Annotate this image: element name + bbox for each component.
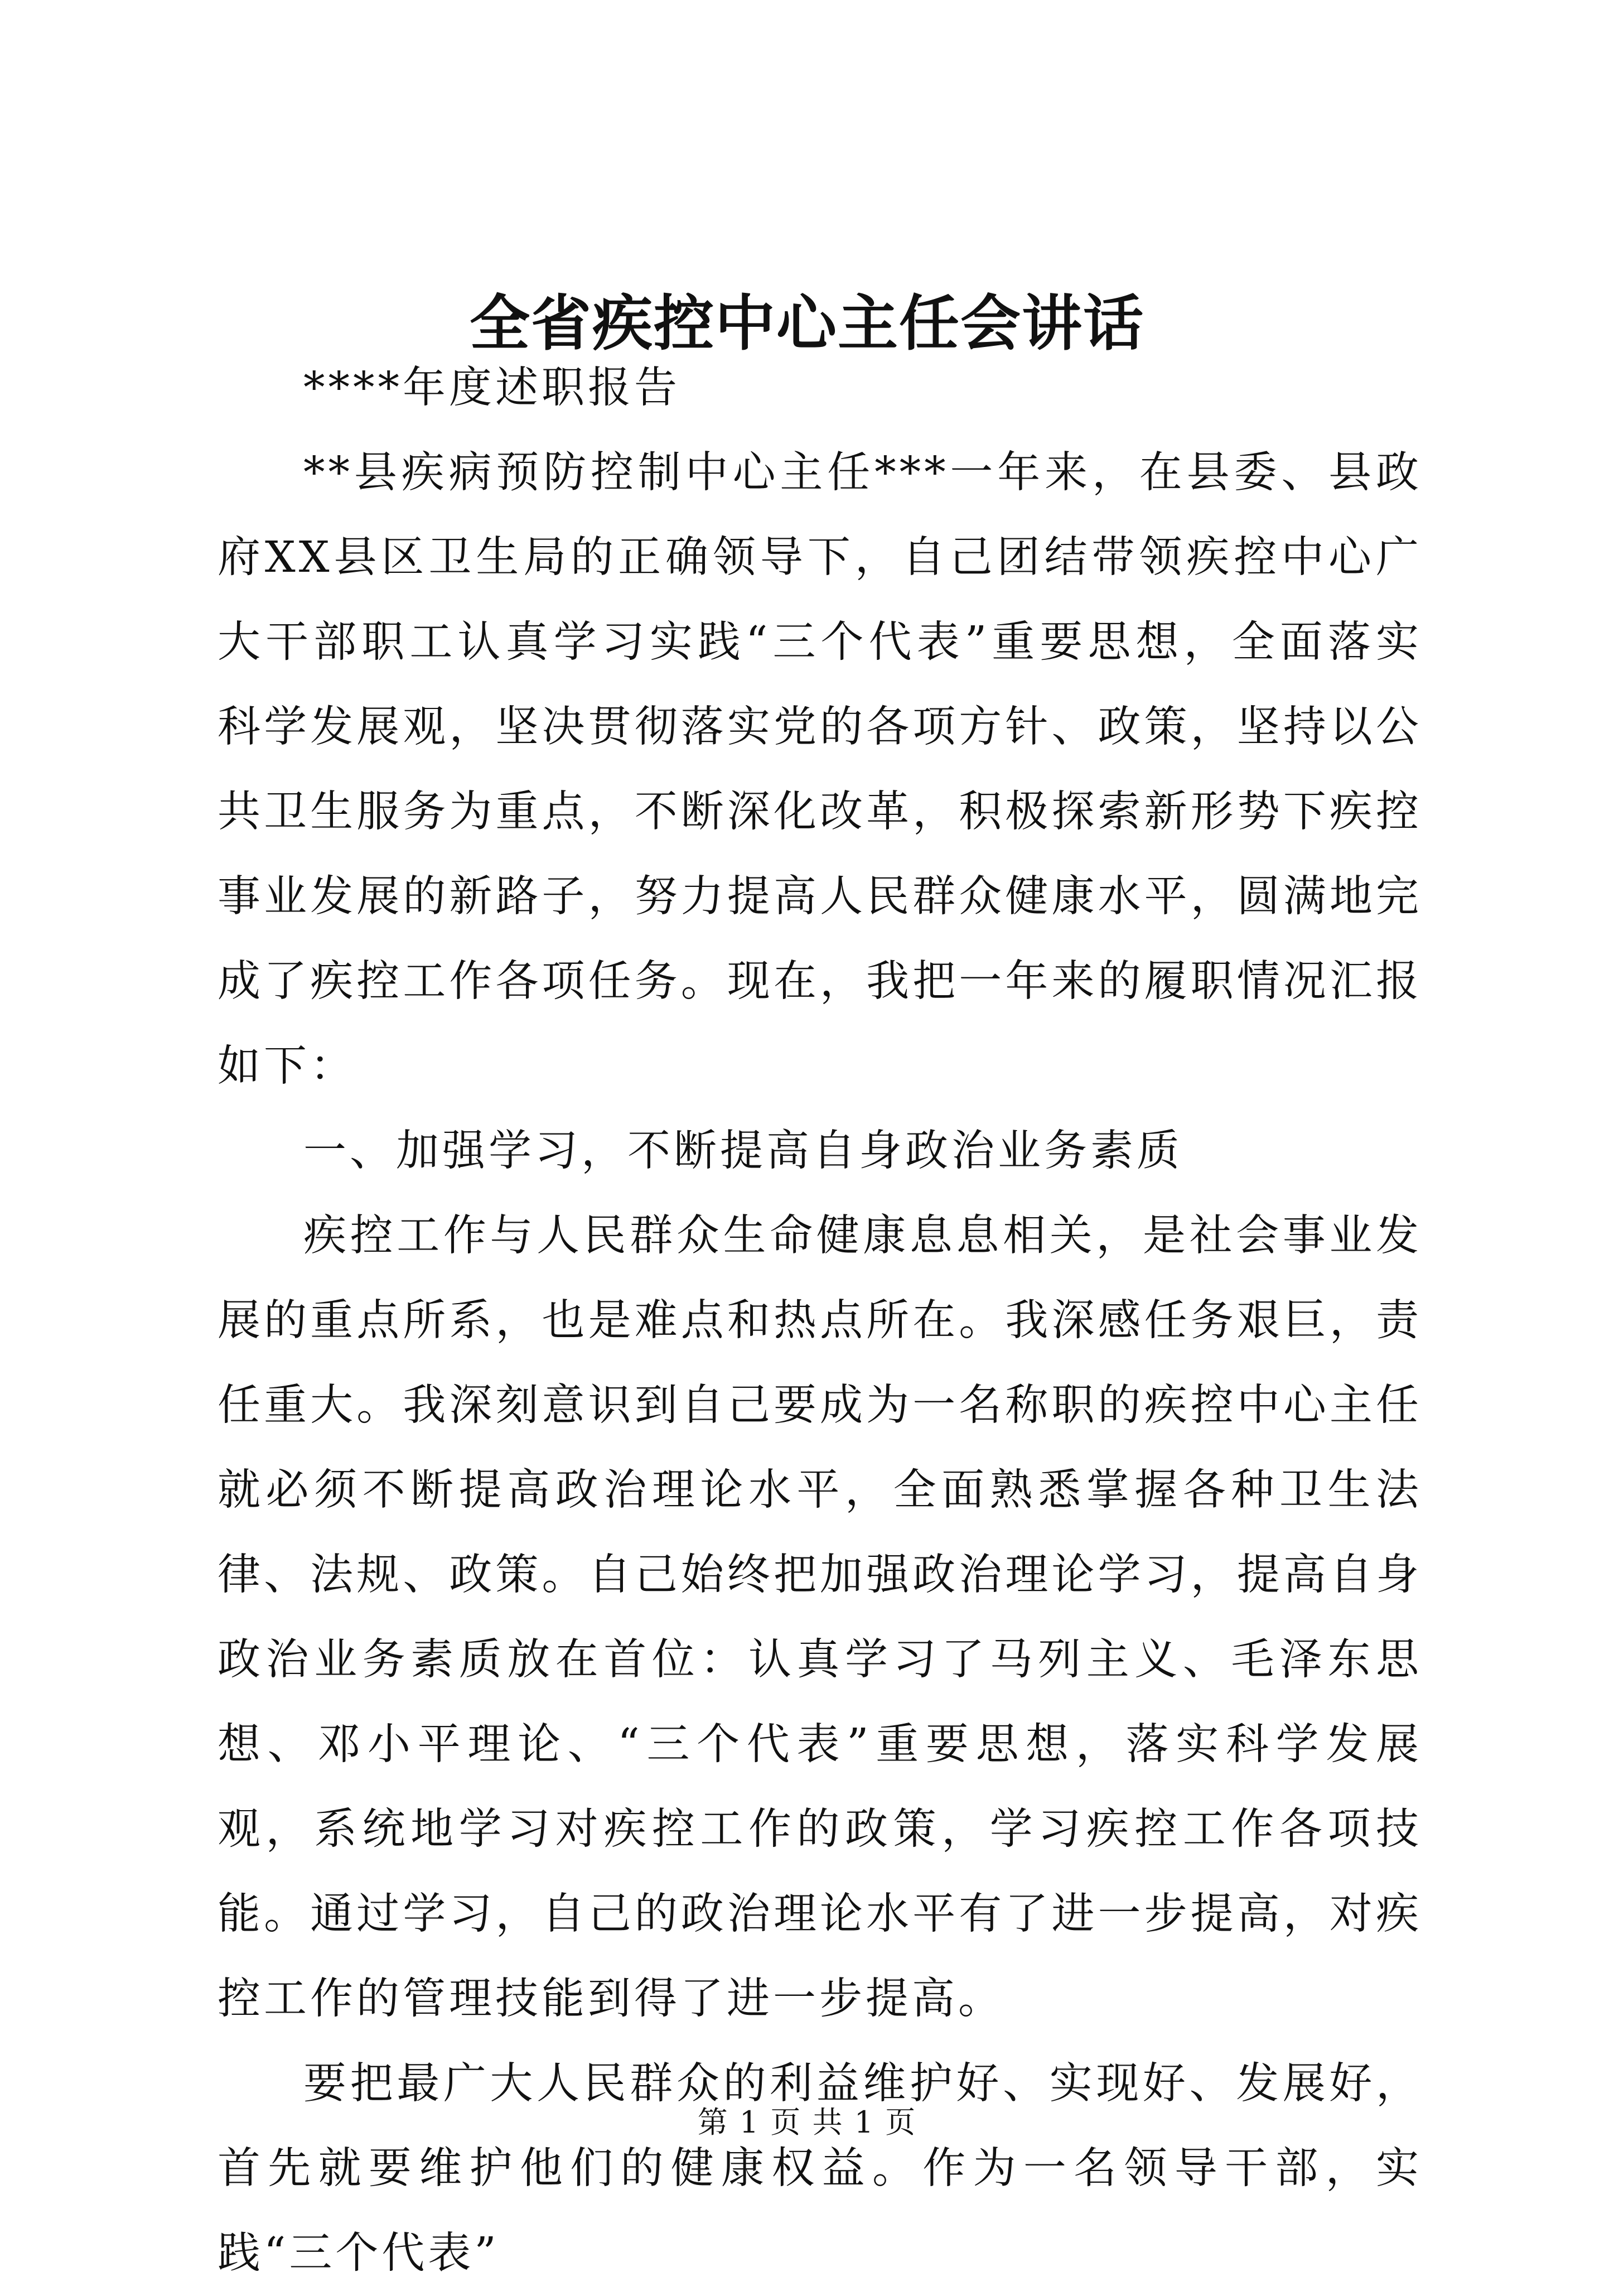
document-body bbox=[218, 346, 1422, 2296]
section-heading: 一、加强学习，不断提高自身政治业务素质 bbox=[303, 1126, 1183, 1176]
page-footer: 第 1 页 共 1 页 bbox=[697, 2105, 917, 2140]
report-subtitle: ****年度述职报告 bbox=[303, 363, 680, 413]
body-paragraph: 疾控工作与人民群众生命健康息息相关，是社会事业发展的重点所系，也是难点和热点所在。我深感任务艰巨，责任重大。我深刻意识到自己要成为一名称职的疾控中心主任就必须不断提高政治理论水平，全面熟悉掌握各种卫生法律、法规、政策。自己始终把加强政治理论学习，提高自身政治业务素质放在首位：认真学习了马列主义、毛泽东思想、邓小平理论、“三个代表”重要思想，落实科学发展观，系统地学习对疾控工作的政策，学习疾控工作各项技能。通过学习，自己的政治理论水平有了进一步提高，对疾控工作的管理技能到得了进一步提高。 bbox=[218, 1211, 1422, 2024]
body-paragraph: **县疾病预防控制中心主任***一年来，在县委、县政府XX县区卫生局的正确领导下，自己团结带领疾控中心广大干部职工认真学习实践“三个代表”重要思想，全面落实科学发展观，坚决贯彻落实党的各项方针、政策，坚持以公共卫生服务为重点，不断深化改革，积极探索新形势下疾控事业发展的新路子，努力提高人民群众健康水平，圆满地完成了疾控工作各项任务。现在，我把一年来的履职情况汇报如下： bbox=[218, 448, 1422, 1091]
body-paragraph: 要把最广大人民群众的利益维护好、实现好、发展好，首先就要维护他们的健康权益。作为一名领导干部，实践“三个代表” bbox=[218, 2059, 1422, 2278]
document-title: 全省疾控中心主任会讲话 bbox=[469, 288, 1144, 359]
